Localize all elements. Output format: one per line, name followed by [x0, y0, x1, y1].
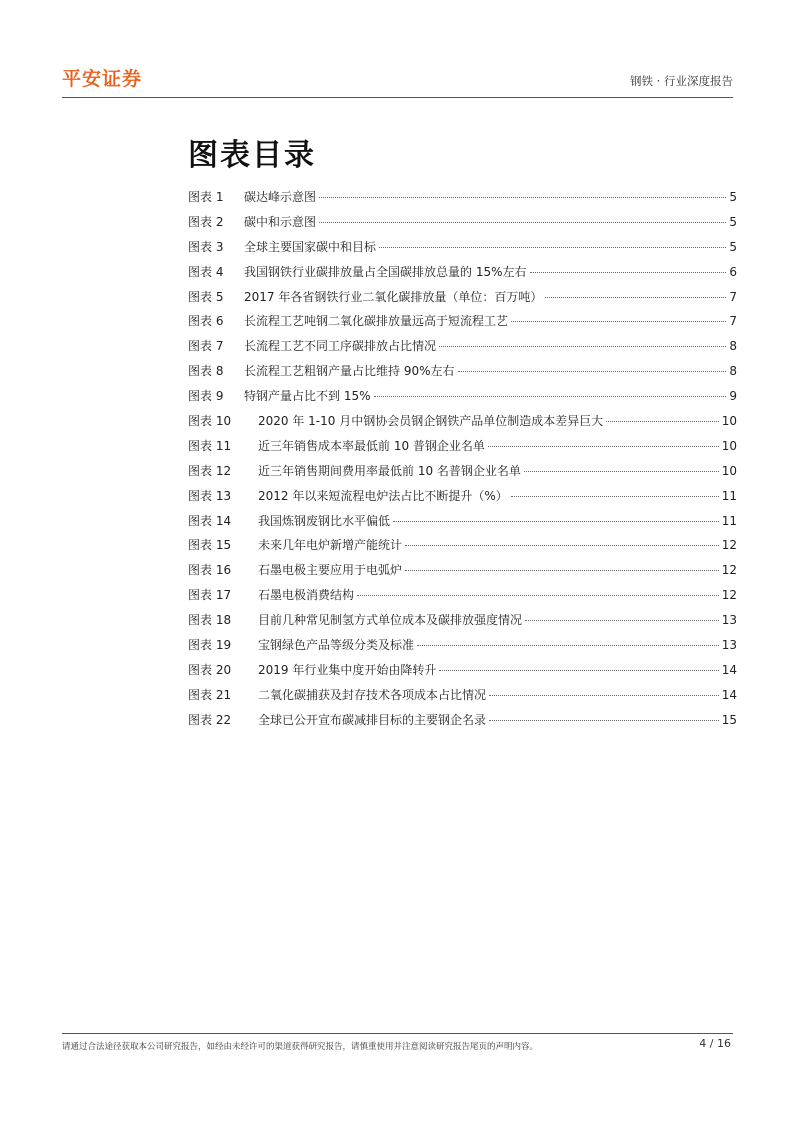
toc-leader-dots	[439, 670, 718, 671]
toc-entry-page: 8	[729, 364, 737, 379]
toc-entry-page: 8	[729, 339, 737, 354]
toc-leader-dots	[524, 471, 719, 472]
header-divider	[62, 97, 733, 98]
toc-entry-page: 5	[729, 190, 737, 204]
toc-entry-title: 长流程工艺吨钢二氧化碳排放量远高于短流程工艺	[244, 314, 509, 329]
toc-entry-label: 图表 13	[188, 488, 232, 503]
toc-entry[interactable]	[188, 362, 737, 387]
toc-entry-page: 10	[721, 463, 737, 478]
toc-entry-label: 图表 2	[188, 214, 224, 229]
toc-entry-page: 10	[721, 438, 737, 453]
toc-leader-dots	[511, 496, 719, 497]
toc-entry[interactable]	[188, 387, 737, 412]
toc-entry-label: 图表 14	[188, 513, 232, 528]
toc-leader-dots	[511, 321, 726, 322]
toc-entry-title: 特钢产量占比不到 15%	[244, 389, 371, 404]
toc-entry-title: 长流程工艺粗钢产量占比维持 90%左右	[244, 364, 455, 379]
toc-entry[interactable]	[188, 512, 737, 537]
toc-leader-dots	[417, 645, 719, 646]
toc-entry[interactable]	[188, 462, 737, 487]
toc-entry[interactable]	[188, 213, 737, 238]
toc-entry-label: 图表 19	[188, 638, 232, 653]
toc-entry[interactable]	[188, 337, 737, 362]
toc-entry-title: 石墨电极消费结构	[258, 588, 355, 603]
toc-leader-dots	[319, 222, 726, 223]
toc-entry-page: 15	[721, 712, 737, 727]
toc-entry-page: 6	[729, 264, 737, 279]
toc-entry-label: 图表 7	[188, 339, 224, 354]
toc-entry-page: 13	[721, 613, 737, 628]
report-section-label: 钢铁 · 行业深度报告	[630, 74, 733, 88]
toc-entry-page: 12	[721, 563, 737, 578]
toc-leader-dots	[357, 595, 719, 596]
toc-leader-dots	[405, 545, 719, 546]
toc-entry[interactable]	[188, 412, 737, 437]
page-title: 图表目录	[188, 138, 316, 173]
toc-leader-dots	[606, 421, 718, 422]
toc-entry[interactable]	[188, 238, 737, 263]
toc-entry-page: 5	[729, 239, 737, 254]
toc-entry-title: 我国炼钢废钢比水平偏低	[258, 513, 391, 528]
toc-leader-dots	[525, 620, 719, 621]
toc-entry-label: 图表 4	[188, 264, 224, 279]
toc-entry-page: 11	[721, 513, 737, 528]
toc-leader-dots	[393, 521, 719, 522]
toc-entry-title: 近三年销售期间费用率最低前 10 名普钢企业名单	[258, 463, 521, 478]
toc-entry-title: 2017 年各省钢铁行业二氧化碳排放量（单位：百万吨）	[244, 289, 543, 304]
toc-entry-label: 图表 22	[188, 712, 232, 727]
toc-entry[interactable]	[188, 711, 737, 736]
toc-leader-dots	[458, 371, 727, 372]
toc-entry[interactable]	[188, 686, 737, 711]
toc-entry-label: 图表 9	[188, 389, 224, 404]
toc-entry-title: 长流程工艺不同工序碳排放占比情况	[244, 339, 437, 354]
toc-entry-title: 碳中和示意图	[244, 214, 317, 229]
toc-entry-label: 图表 17	[188, 588, 232, 603]
toc-entry-page: 7	[729, 289, 737, 304]
page-number: 4 / 16	[699, 1037, 731, 1050]
toc-entry-title: 二氧化碳捕获及封存技术各项成本占比情况	[258, 687, 487, 702]
toc-leader-dots	[488, 446, 719, 447]
toc-entry[interactable]	[188, 611, 737, 636]
toc-entry-title: 碳达峰示意图	[244, 190, 317, 204]
toc-entry-page: 9	[729, 389, 737, 404]
toc-entry-title: 我国钢铁行业碳排放量占全国碳排放总量的 15%左右	[244, 264, 527, 279]
toc-entry-page: 14	[721, 662, 737, 677]
toc-entry[interactable]	[188, 636, 737, 661]
toc-leader-dots	[405, 570, 719, 571]
toc-entry[interactable]	[188, 561, 737, 586]
brand-logo: 平安证券	[62, 68, 143, 90]
toc-entry-page: 11	[721, 488, 737, 503]
toc-entry-title: 2020 年 1-10 月中钢协会员钢企钢铁产品单位制造成本差异巨大	[258, 414, 604, 429]
toc-leader-dots	[439, 346, 726, 347]
toc-entry[interactable]	[188, 312, 737, 337]
toc-entry-label: 图表 8	[188, 364, 224, 379]
toc-entry-title: 宝钢绿色产品等级分类及标准	[258, 638, 415, 653]
toc-entry-page: 12	[721, 538, 737, 553]
toc-entry-label: 图表 5	[188, 289, 224, 304]
toc-entry-label: 图表 6	[188, 314, 224, 329]
toc-entry-page: 12	[721, 588, 737, 603]
toc-entry[interactable]	[188, 661, 737, 686]
toc-entry-label: 图表 1	[188, 190, 224, 204]
toc-entry-label: 图表 10	[188, 414, 232, 429]
toc-entry-title: 全球主要国家碳中和目标	[244, 239, 377, 254]
toc-entry-title: 全球已公开宣布碳减排目标的主要钢企名录	[258, 712, 487, 727]
toc-entry-page: 13	[721, 638, 737, 653]
toc-entry[interactable]	[188, 487, 737, 512]
toc-leader-dots	[319, 197, 726, 198]
toc-entry[interactable]	[188, 188, 737, 213]
toc-entry[interactable]	[188, 263, 737, 288]
toc-leader-dots	[489, 720, 719, 721]
toc-entry[interactable]	[188, 437, 737, 462]
toc-entry-label: 图表 12	[188, 463, 232, 478]
toc-entry-label: 图表 18	[188, 613, 232, 628]
toc-entry-label: 图表 15	[188, 538, 232, 553]
toc-entry-label: 图表 11	[188, 438, 232, 453]
toc-leader-dots	[545, 297, 726, 298]
toc-leader-dots	[379, 247, 726, 248]
toc-entry-page: 5	[729, 214, 737, 229]
toc-entry-page: 14	[721, 687, 737, 702]
toc-entry-title: 近三年销售成本率最低前 10 普钢企业名单	[258, 438, 485, 453]
toc-entry-title: 未来几年电炉新增产能统计	[258, 538, 403, 553]
footer-divider	[62, 1033, 733, 1034]
toc-entry[interactable]	[188, 288, 737, 313]
toc-entry-title: 石墨电极主要应用于电弧炉	[258, 563, 403, 578]
toc-entry-title: 目前几种常见制氢方式单位成本及碳排放强度情况	[258, 613, 523, 628]
toc-entry-title: 2019 年行业集中度开始由降转升	[258, 662, 437, 677]
toc-entry[interactable]	[188, 536, 737, 561]
toc-entry[interactable]	[188, 586, 737, 611]
toc-entry-page: 10	[721, 414, 737, 429]
toc-leader-dots	[530, 272, 727, 273]
table-of-figures	[188, 188, 737, 736]
toc-entry-label: 图表 21	[188, 687, 232, 702]
toc-entry-page: 7	[729, 314, 737, 329]
toc-entry-label: 图表 3	[188, 239, 224, 254]
toc-entry-label: 图表 20	[188, 662, 232, 677]
disclaimer-note: 请通过合法途径获取本公司研究报告，如经由未经许可的渠道获得研究报告，请慎重使用并注意阅读研究报告尾页的声明内容。	[62, 1042, 539, 1052]
toc-leader-dots	[489, 695, 719, 696]
toc-entry-title: 2012 年以来短流程电炉法占比不断提升（%）	[258, 488, 508, 503]
toc-entry-label: 图表 16	[188, 563, 232, 578]
toc-leader-dots	[374, 396, 727, 397]
